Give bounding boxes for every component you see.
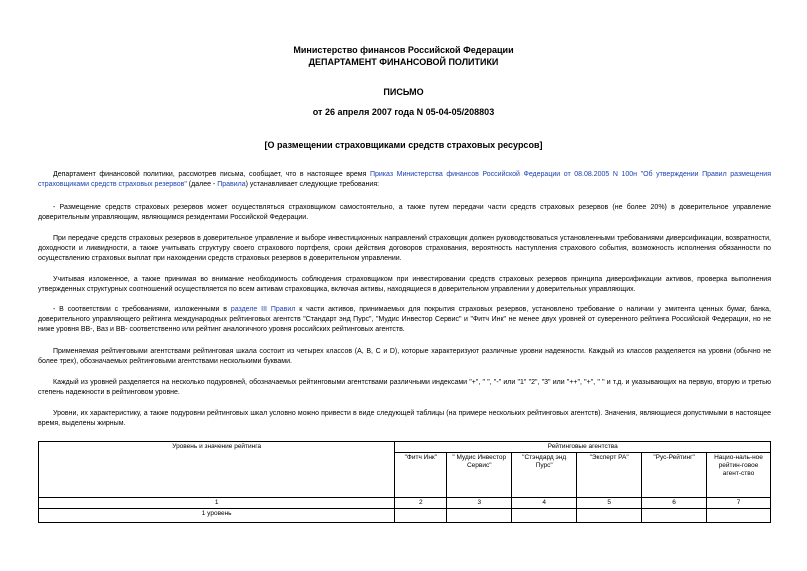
number-row [39,498,771,509]
column-number: 5 [577,498,642,509]
paragraph-7: Каждый из уровней разделяется на несколько подуровней, обозначаемых рейтинговыми агентствами различными индексами "+", " ", "-" или "1" "2", "3" или "++", "+", " " и т.д. и указывающих на первую, вторую и третью степень надежности в рейтинговом уровне. [38,379,771,396]
paragraph-8: Уровни, их характеристику, а также подуровни рейтинговых шкал условно можно привести в виде следующей таблицы (на примере нескольких рейтинговых агентств). Значения, являющиеся допустимыми в настоящее время, выделены жирным. [38,410,771,427]
agency-national: Нацио-наль-ное рейтин-говое агент-ство [707,453,771,498]
paragraph-6: Применяемая рейтинговыми агентствами рейтинговая шкала состоит из четырех классов (А, В, С и D), которые характеризуют различные уровни надежности. Каждый из классов разделяется на уровни (обычно не более трех), обозначаемых рейтинговыми агентствами несколькими буквами. [38,348,771,365]
paragraph-text: (далее - [186,181,218,188]
level-header: Уровень и значение рейтинга [39,442,395,498]
paragraph-1 [38,170,771,190]
paragraph-text: Департамент финансовой политики, рассмотрев письма, сообщает, что в настоящее время [53,171,370,178]
table-row [39,509,771,523]
agency-rus-rating: "Рус-Рейтинг" [642,453,707,498]
rules-link[interactable]: Правила [217,181,246,188]
empty-cell [577,509,642,523]
column-number: 7 [707,498,771,509]
paragraph-text: - В соответствии с требованиями, изложенными в [53,306,231,313]
section-iii-link[interactable]: разделе III Правил [230,306,296,313]
column-number: 6 [642,498,707,509]
order-link[interactable]: Приказ Министерства финансов Российской Федерации от 08.08.2005 N 100н "Об утверждении Правил размещения страховщиками средств страховых резервов" [38,171,771,188]
department-name: ДЕПАРТАМЕНТ ФИНАНСОВОЙ ПОЛИТИКИ [308,57,499,67]
document-subject: [О размещении страховщиками средств страховых ресурсов] [264,140,543,150]
empty-cell [447,509,512,523]
column-number: 2 [395,498,447,509]
empty-cell [707,509,771,523]
agency-moodys: " Мудис Инвестор Сервис" [447,453,512,498]
paragraph-text: к части активов, принимаемых для покрытия страховых резервов, установлено требование о наличии у эмитента ценных бумаг, банка, доверительного управляющего рейтинга международных рейтинговых агентств "Стандарт энд Пурс", "Мудис Инвестор Сервис" и "Фитч Инк" не менее двух уровней от суверенного рейтинга Российской Федерации, но не ниже уровня ВВ-, Ваз и ВВ- соответственно или рейтинг аналогичного уровня российских рейтинговых агентств. [38,306,771,333]
agencies-header: Рейтинговые агентства [395,442,771,453]
empty-cell [642,509,707,523]
paragraph-4: Учитывая изложенное, а также принимая во внимание необходимость соблюдения страховщиком при инвестировании средств страховых резервов принципа диверсификации активов, проверка выполнения утвержденных структурных соотношений осуществляется по всем активам страховщика, включая активы, находящиеся в доверительном управлении у доверительных управляющих. [38,276,771,293]
column-number: 3 [447,498,512,509]
paragraph-5 [38,305,771,335]
agency-fitch: "Фитч Инк" [395,453,447,498]
agency-expert-ra: "Эксперт РА" [577,453,642,498]
empty-cell [395,509,447,523]
agency-sp: "Стэндард энд Пурс" [512,453,577,498]
empty-cell [512,509,577,523]
paragraph-text: ) устанавливает следующие требования: [245,181,380,188]
paragraph-3: При передаче средств страховых резервов в доверительное управление и выборе инвестиционных направлений страховщик должен руководствоваться установленными требованиями диверсификации, возвратности, доходности и ликвидности, а также учитывать структуру своего страхового портфеля, сроки действия договоров страхования, вероятность наступления страхового события, возможность исполнения обязанности по осуществлению страховых выплат при нахождении средств страховых резервов в доверительном управлении. [38,235,771,262]
document-date: от 26 апреля 2007 года N 05-04-05/208803 [312,107,495,117]
column-number: 1 [39,498,395,509]
level-cell: 1 уровень [39,509,395,523]
ministry-name: Министерство финансов Российской Федерации [293,45,514,55]
paragraph-2: - Размещение средств страховых резервов может осуществляться страховщиком самостоятельно, а также путем передачи части средств страховых резервов (не более 20%) в доверительное управление доверительным управляющим, являющимся резидентами Российской Федерации. [38,204,771,221]
table-header-row [39,442,771,453]
rating-table [38,441,771,523]
document-type: ПИСЬМО [383,87,424,97]
column-number: 4 [512,498,577,509]
